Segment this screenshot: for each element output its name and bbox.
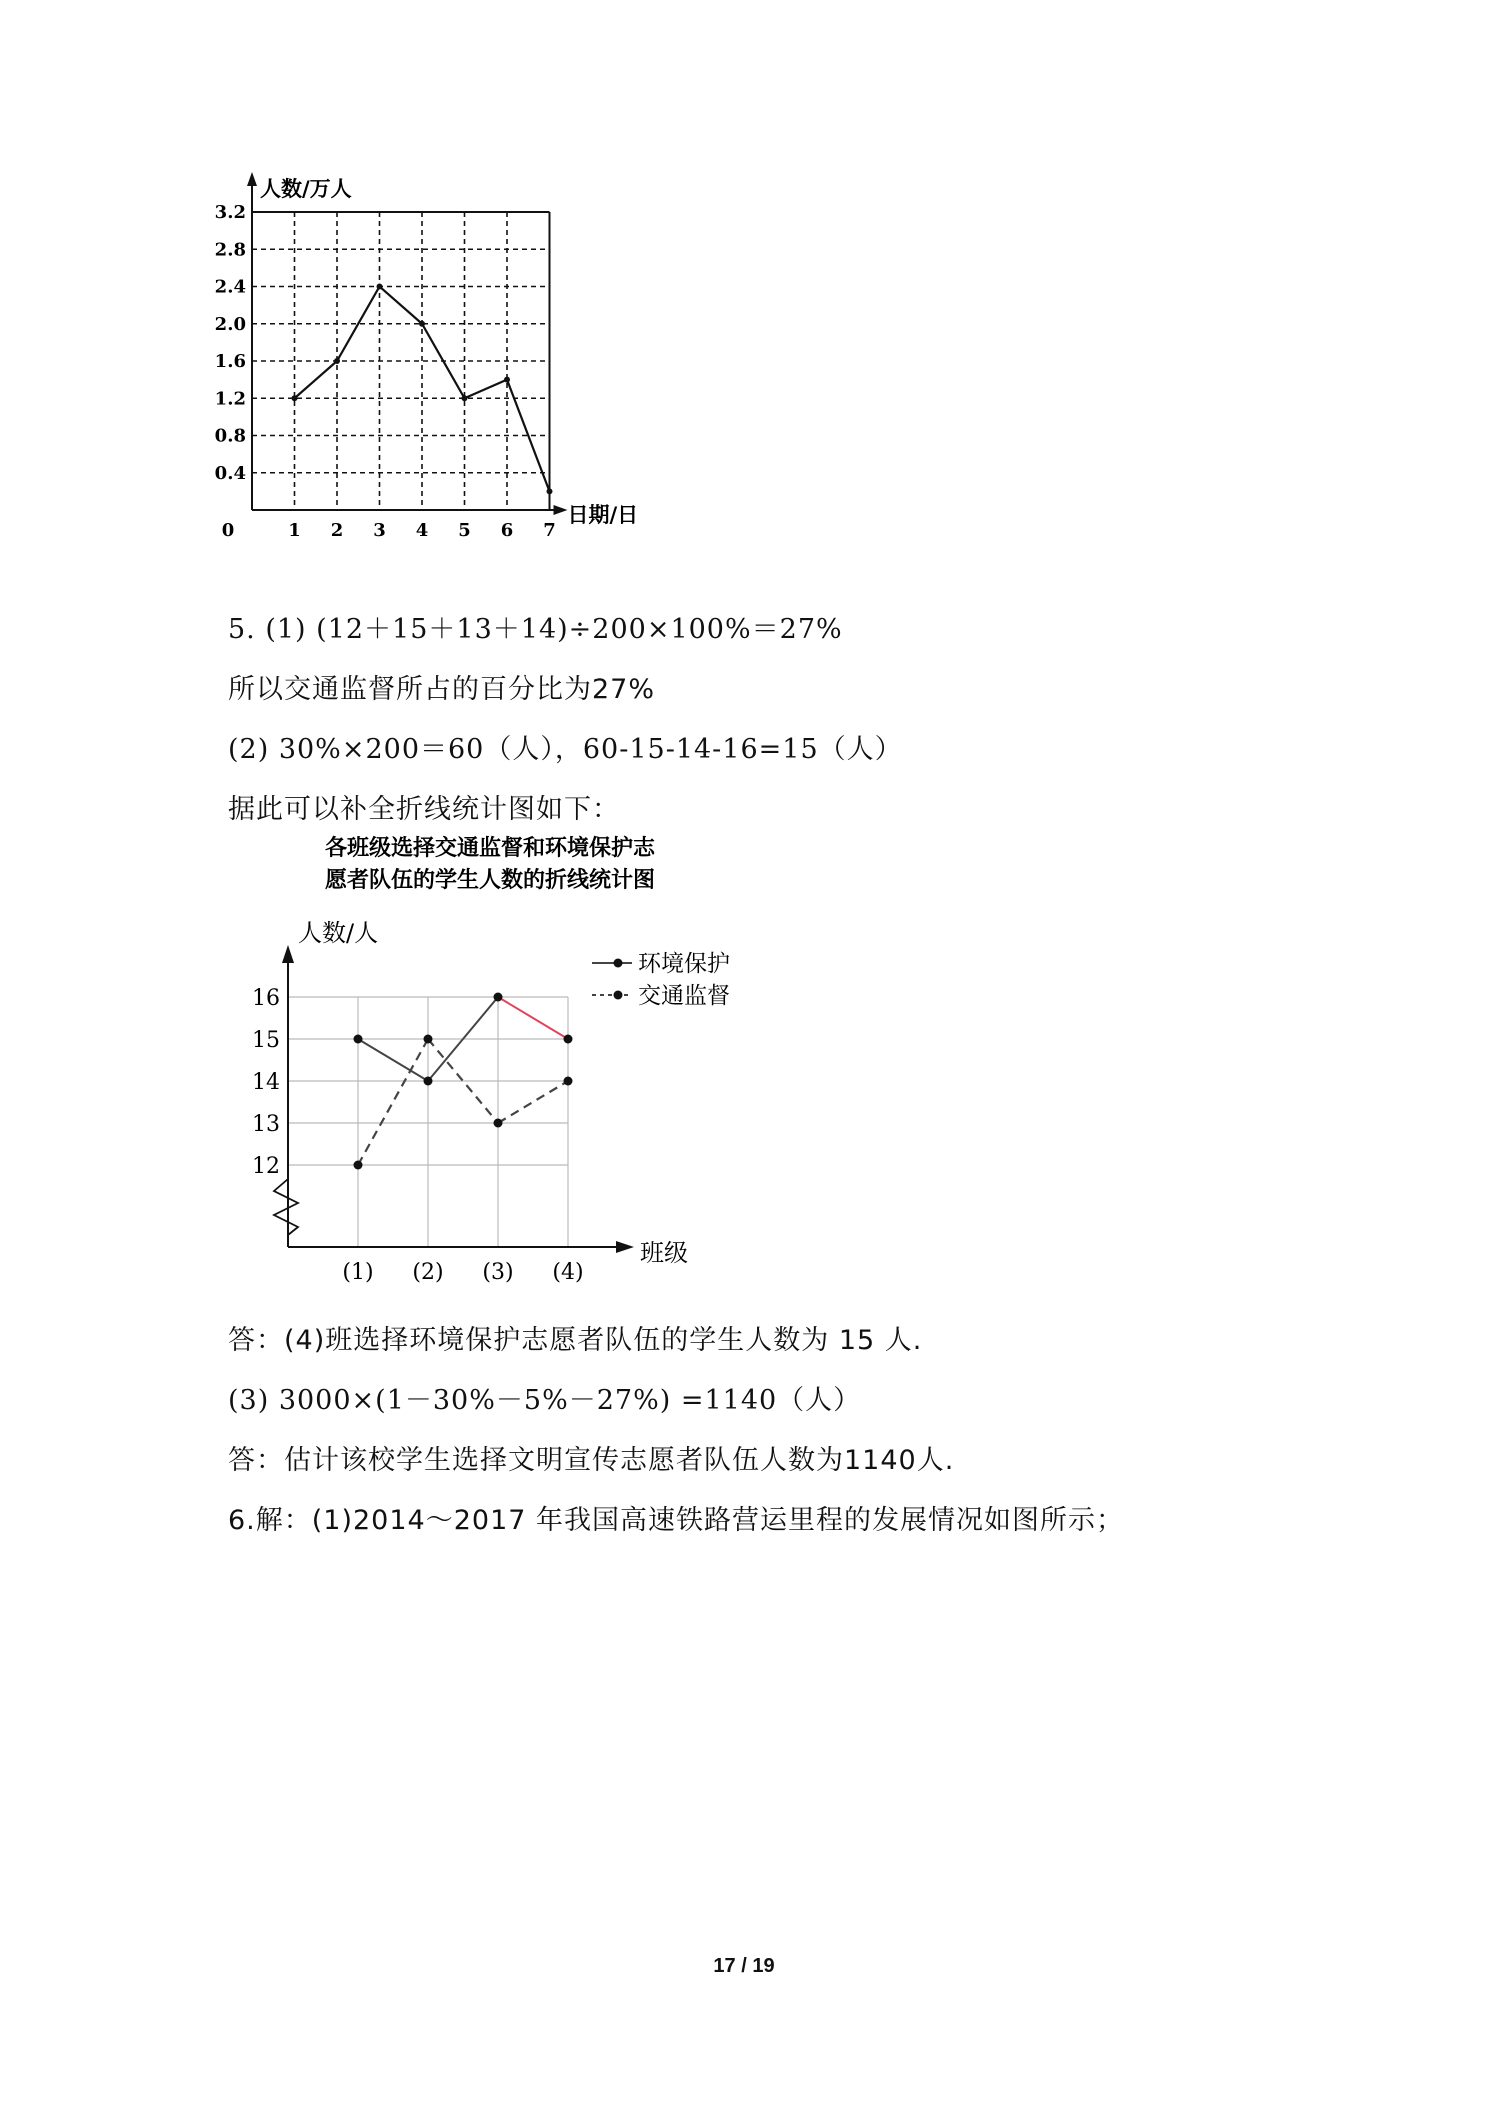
x-tick-label: 7 — [543, 520, 556, 540]
y-tick-label: 0.8 — [214, 425, 246, 447]
y-axis-label: 人数/人 — [298, 919, 379, 947]
chart-title-line: 各班级选择交通监督和环境保护志 — [324, 836, 656, 861]
q5-part1-answer: 所以交通监督所占的百分比为27% — [228, 674, 656, 705]
y-tick-label: 2.0 — [214, 313, 246, 335]
page-number: 17 / 19 — [713, 1955, 775, 1977]
y-tick-label: 13 — [252, 1112, 280, 1137]
series-traffic-segment — [358, 1039, 428, 1165]
data-point — [547, 488, 553, 494]
q5-part1-equation: 5. (1) (12＋15＋13＋14)÷200×100%＝27% — [228, 614, 843, 645]
legend-env-label: 环境保护 — [638, 951, 730, 977]
y-axis-arrow — [282, 945, 294, 963]
series-env-point — [354, 1035, 363, 1044]
x-tick-label: (2) — [412, 1260, 444, 1285]
y-tick-label: 1.6 — [214, 351, 246, 372]
series-env-point — [424, 1077, 433, 1086]
volunteer-line-chart — [240, 835, 800, 1299]
y-tick-label: 2.4 — [214, 276, 246, 298]
x-tick-label: (1) — [342, 1260, 374, 1285]
x-tick-label: 1 — [288, 520, 301, 540]
q5-part3-equation: (3) 3000×(1－30%－5%－27%) =1140（人） — [228, 1385, 862, 1416]
y-tick-label: 16 — [252, 986, 280, 1011]
y-tick-label: 3.2 — [214, 202, 246, 223]
q5-part2-equation: (2) 30%×200＝60（人），60-15-14-16=15（人） — [228, 734, 903, 765]
q5-part2-fill-note: 据此可以补全折线统计图如下： — [228, 794, 620, 825]
y-tick-label: 15 — [252, 1028, 280, 1053]
x-tick-label: (4) — [552, 1260, 584, 1285]
data-point — [419, 321, 425, 327]
y-axis-arrow — [247, 172, 257, 186]
series-traffic-point — [564, 1077, 573, 1086]
q5-part2-answer: 答：(4)班选择环境保护志愿者队伍的学生人数为 15 人. — [228, 1325, 923, 1356]
q6-solution: 6.解：(1)2014～2017 年我国高速铁路营运里程的发展情况如图所示； — [228, 1505, 1125, 1536]
y-tick-label: 0.4 — [214, 462, 246, 484]
x-axis-label: 班级 — [640, 1239, 688, 1267]
data-point — [334, 358, 340, 364]
series-traffic-point — [494, 1119, 503, 1128]
chart-title-line: 愿者队伍的学生人数的折线统计图 — [324, 868, 656, 893]
data-point — [462, 395, 468, 401]
legend-env-marker — [614, 959, 623, 968]
x-tick-label: 4 — [415, 520, 429, 540]
data-point — [292, 395, 298, 401]
data-point — [504, 377, 510, 383]
origin-label: 0 — [221, 520, 235, 540]
chart1-svg — [210, 170, 680, 540]
legend-traffic-label: 交通监督 — [638, 983, 730, 1009]
y-axis-label: 人数/万人 — [260, 177, 352, 201]
x-tick-label: 6 — [500, 520, 514, 540]
visitor-line-chart — [210, 170, 680, 544]
series-line — [295, 287, 550, 492]
x-tick-label: 2 — [330, 520, 344, 540]
series-env-point — [494, 993, 503, 1002]
series-traffic-segment — [498, 1081, 568, 1123]
y-tick-label: 14 — [252, 1070, 280, 1095]
series-env-segment-added — [498, 997, 568, 1039]
y-tick-label: 2.8 — [214, 239, 246, 261]
x-tick-label: (3) — [482, 1260, 514, 1285]
y-tick-label: 12 — [252, 1154, 280, 1179]
chart2-svg — [240, 835, 800, 1295]
series-traffic-point — [354, 1161, 363, 1170]
legend-traffic-marker — [614, 991, 623, 1000]
y-tick-label: 1.2 — [214, 388, 246, 410]
axis-break-zigzag — [274, 1179, 298, 1235]
q5-part3-answer: 答：估计该校学生选择文明宣传志愿者队伍人数为1140人. — [228, 1445, 955, 1476]
x-tick-label: 5 — [458, 520, 471, 540]
x-axis-label: 日期/日 — [567, 503, 639, 527]
data-point — [377, 284, 383, 290]
series-traffic-point — [424, 1035, 433, 1044]
x-tick-label: 3 — [373, 520, 386, 540]
series-env-point — [564, 1035, 573, 1044]
x-axis-arrow — [554, 505, 568, 515]
x-axis-arrow — [616, 1241, 634, 1253]
